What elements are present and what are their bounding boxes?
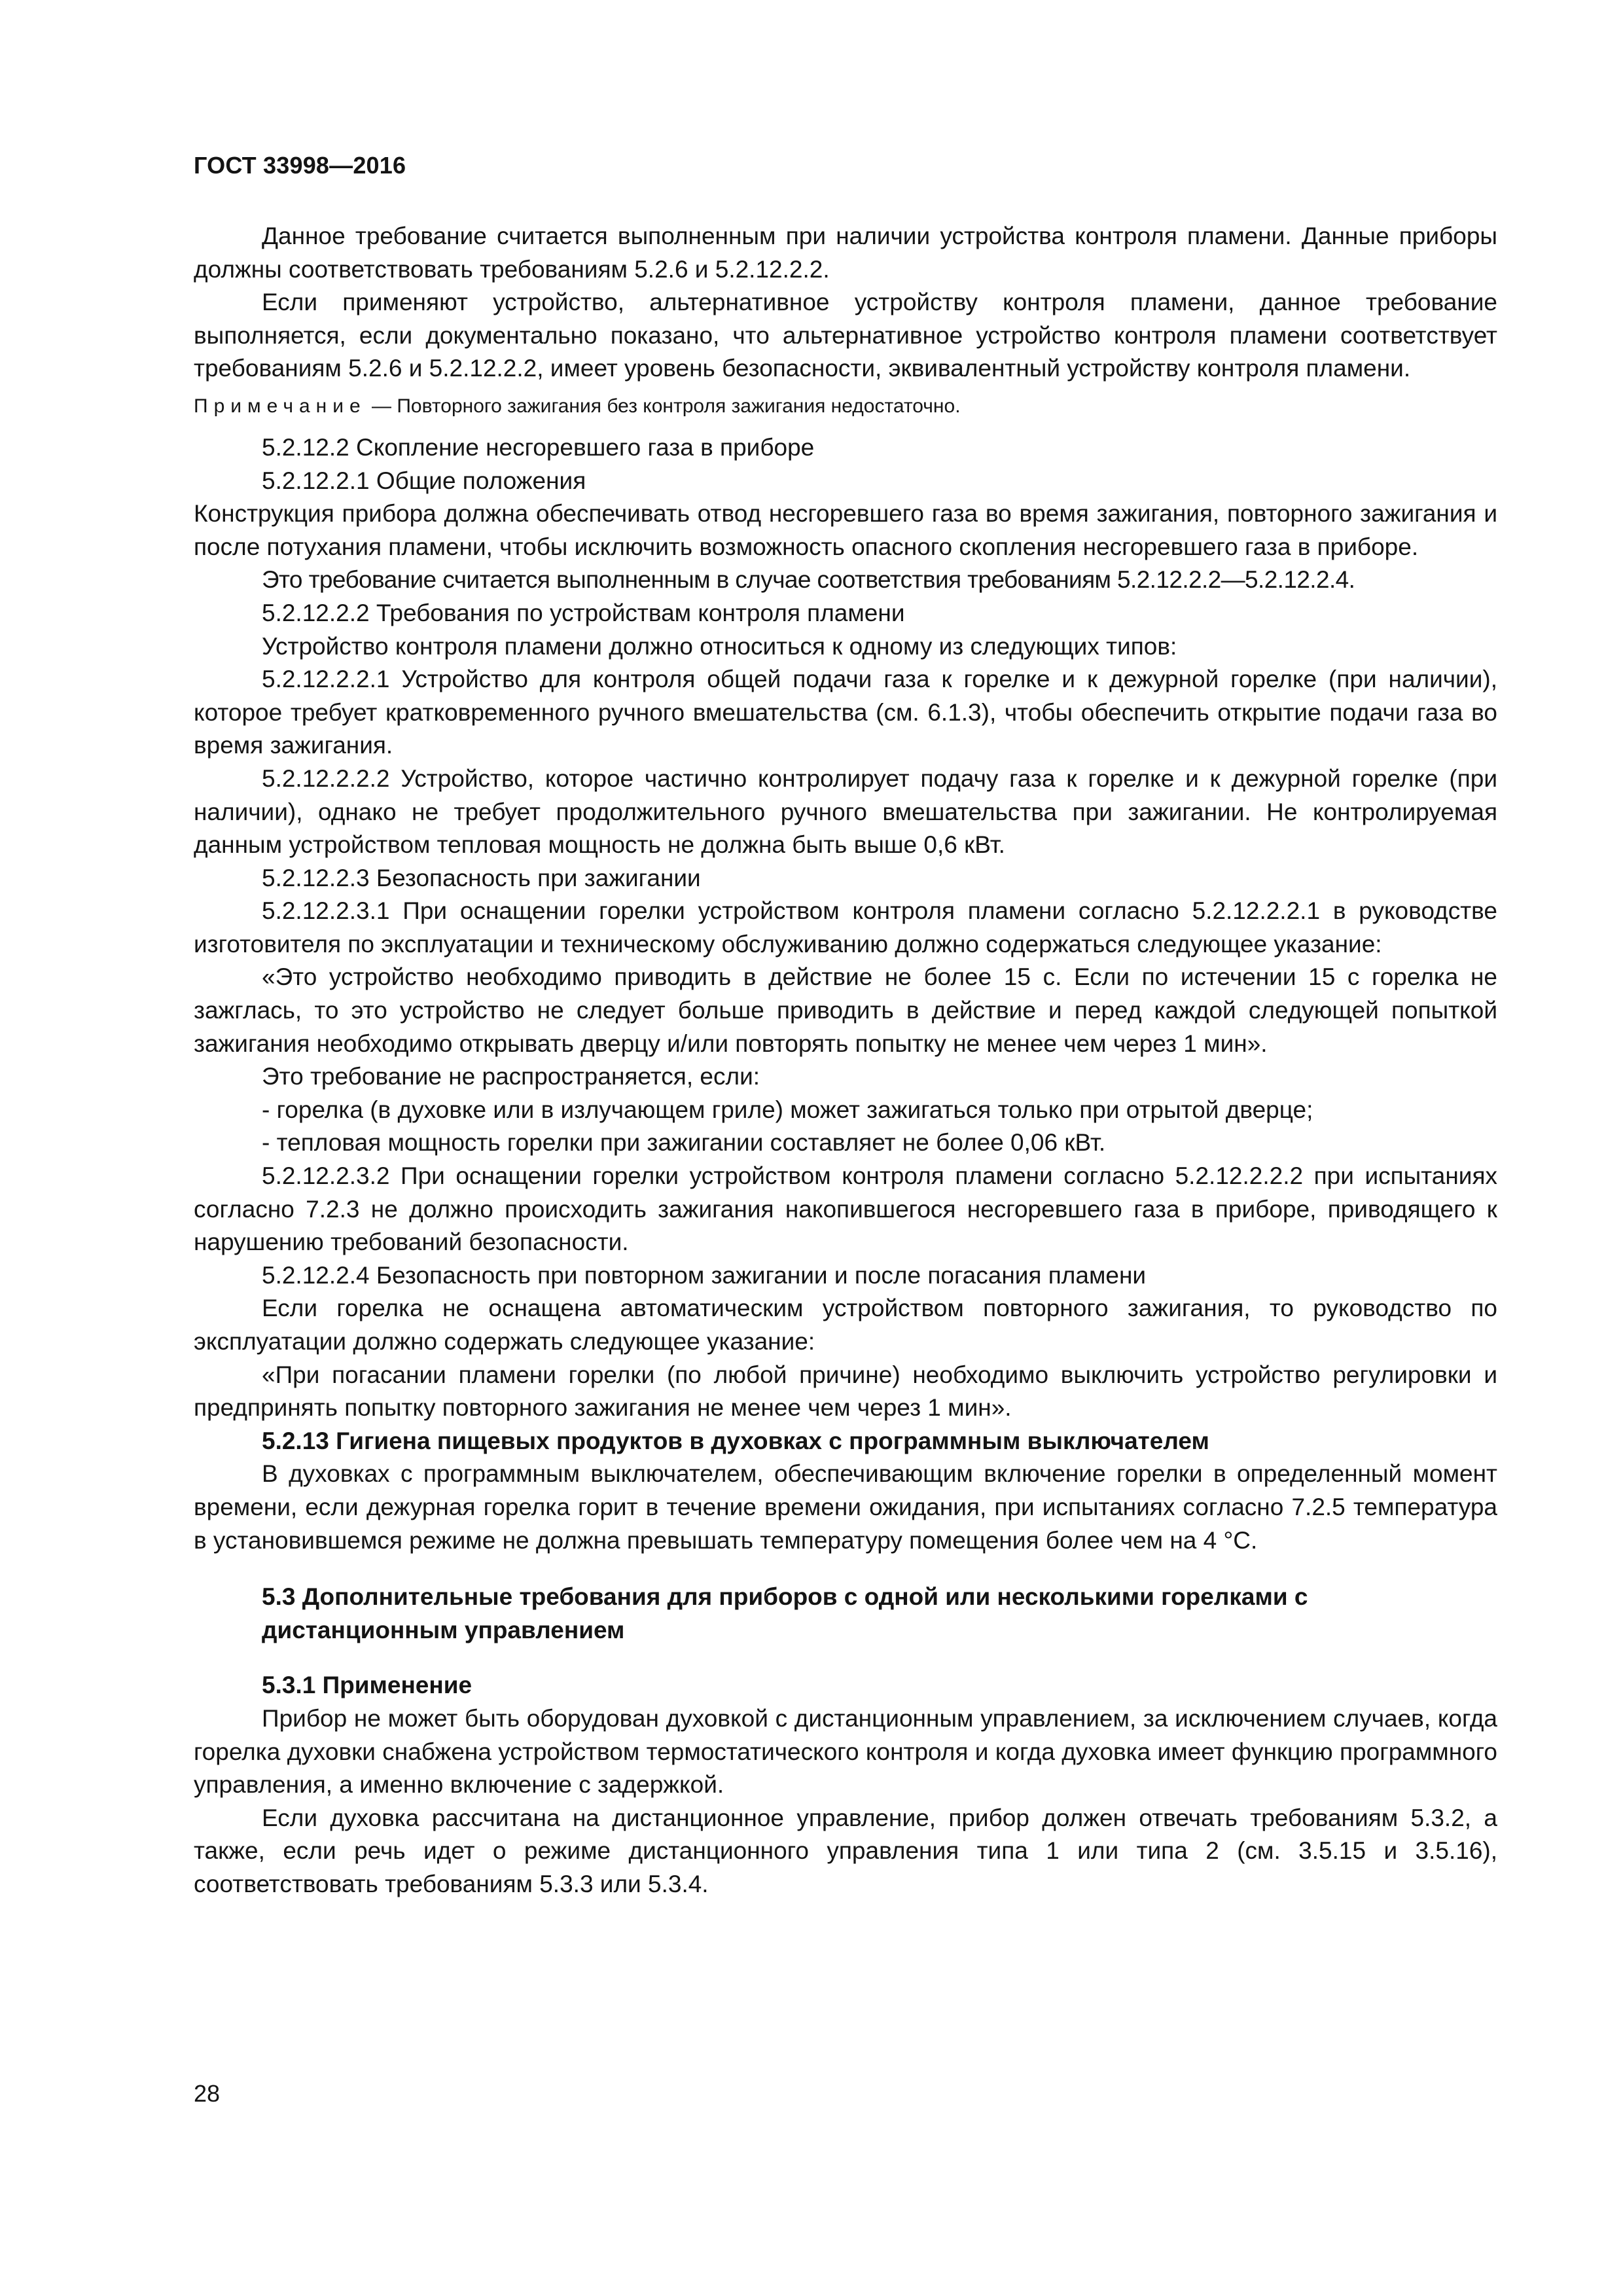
paragraph: Прибор не может быть оборудован духовкой с дистанционным управлением, за исключением случаев, когда горелка духовки снабжена устройством термостатического контроля и когда духовка имеет функцию программного управления, а именно включение с задержкой. [194, 1704, 1497, 1799]
paragraph: Если горелка не оснащена автоматическим устройством повторного зажигания, то руководство по эксплуатации должно содержать следующее указание: [194, 1295, 1497, 1355]
quote-paragraph: «При погасании пламени горелки (по любой причине) необходимо выключить устройство регулировки и предпринять попытку повторного зажигания не менее чем через 1 мин». [194, 1361, 1497, 1422]
note [194, 392, 1497, 421]
note-text: — Повторного зажигания без контроля зажигания недостаточно. [366, 395, 961, 417]
clause-heading: 5.2.12.2.2 Требования по устройствам контроля пламени [262, 599, 905, 626]
page-number: 28 [194, 2080, 221, 2107]
paragraph: 5.2.12.2.3.1 При оснащении горелки устройством контроля пламени согласно 5.2.12.2.2.1 в руководстве изготовителя по эксплуатации и техническому обслуживанию должно содержаться следующее указание: [194, 897, 1497, 958]
paragraph: Устройство контроля пламени должно относиться к одному из следующих типов: [262, 632, 1177, 660]
paragraph: Данное требование считается выполненным при наличии устройства контроля пламени. Данные приборы должны соответствовать требованиям 5.2.6 и 5.2.12.2.2. [194, 223, 1497, 283]
list-item: - тепловая мощность горелки при зажигании составляет не более 0,06 кВт. [262, 1129, 1106, 1157]
clause-heading: 5.2.12.2.1 Общие положения [262, 467, 586, 494]
section-heading-5-2-13: 5.2.13 Гигиена пищевых продуктов в духовках с программным выключателем [262, 1427, 1209, 1454]
clause-heading: 5.2.12.2 Скопление несгоревшего газа в приборе [262, 433, 815, 461]
paragraph: Это требование считается выполненным в случае соответствия требованиям 5.2.12.2.2—5.2.12.2.4. [262, 566, 1355, 594]
paragraph: Если духовка рассчитана на дистанционное управление, прибор должен отвечать требованиям 5.3.2, а также, если речь идет о режиме дистанционного управления типа 1 или типа 2 (см. 3.5.15 и 3.5.16), соответствовать требованиям 5.3.3 или 5.3.4. [194, 1804, 1497, 1897]
document-header: ГОСТ 33998—2016 [194, 152, 406, 179]
clause-heading: 5.2.12.2.3 Безопасность при зажигании [262, 864, 701, 891]
paragraph: 5.2.12.2.3.2 При оснащении горелки устройством контроля пламени согласно 5.2.12.2.2.2 при испытаниях согласно 7.2.3 не должно происходить зажигания накопившегося несгоревшего газа в приборе, приводящего к нарушению требований безопасности. [194, 1162, 1497, 1256]
paragraph: Конструкция прибора должна обеспечивать отвод несгоревшего газа во время зажигания, повторного зажигания и после потухания пламени, чтобы исключить возможность опасного скопления несгоревшего газа в приборе. [194, 500, 1497, 560]
note-label: Примечание [194, 395, 366, 417]
paragraph: Это требование не распространяется, если: [262, 1063, 760, 1090]
section-heading-5-3-1: 5.3.1 Применение [262, 1672, 473, 1699]
paragraph: Если применяют устройство, альтернативное устройству контроля пламени, данное требование выполняется, если документально показано, что альтернативное устройство контроля пламени соответствует требованиям 5.2.6 и 5.2.12.2.2, имеет уровень безопасности, эквивалентный устройству контроля пламени. [194, 289, 1497, 382]
section-heading-5-3: 5.3 Дополнительные требования для приборов с одной или несколькими горелками с дистанционным управлением [262, 1583, 1308, 1643]
clause-heading: 5.2.12.2.4 Безопасность при повторном зажигании и после погасания пламени [262, 1261, 1147, 1289]
page-body [194, 220, 1497, 1901]
paragraph: 5.2.12.2.2.1 Устройство для контроля общей подачи газа к горелке и к дежурной горелке (при наличии), которое требует кратковременного ручного вмешательства (см. 6.1.3), чтобы обеспечить открытие подачи газа во время зажигания. [194, 666, 1497, 759]
paragraph: 5.2.12.2.2.2 Устройство, которое частично контролирует подачу газа к горелке и к дежурной горелке (при наличии), однако не требует продолжительного ручного вмешательства при зажигании. Не контролируемая данным устройством тепловая мощность не должна быть выше 0,6 кВт. [194, 764, 1497, 859]
paragraph: В духовках с программным выключателем, обеспечивающим включение горелки в определенный момент времени, если дежурная горелка горит в течение времени ожидания, при испытаниях согласно 7.2.5 температура в установившемся режиме не должна превышать температуру помещения более чем на 4 °С. [194, 1460, 1497, 1554]
quote-paragraph: «Это устройство необходимо приводить в действие не более 15 с. Если по истечении 15 с горелка не зажглась, то это устройство не следует больше приводить в действие и перед каждой следующей попыткой зажигания необходимо открывать дверцу и/или повторять попытку не менее чем через 1 мин». [194, 963, 1497, 1057]
list-item: - горелка (в духовке или в излучающем гриле) может зажигаться только при отрытой дверце; [262, 1096, 1313, 1123]
